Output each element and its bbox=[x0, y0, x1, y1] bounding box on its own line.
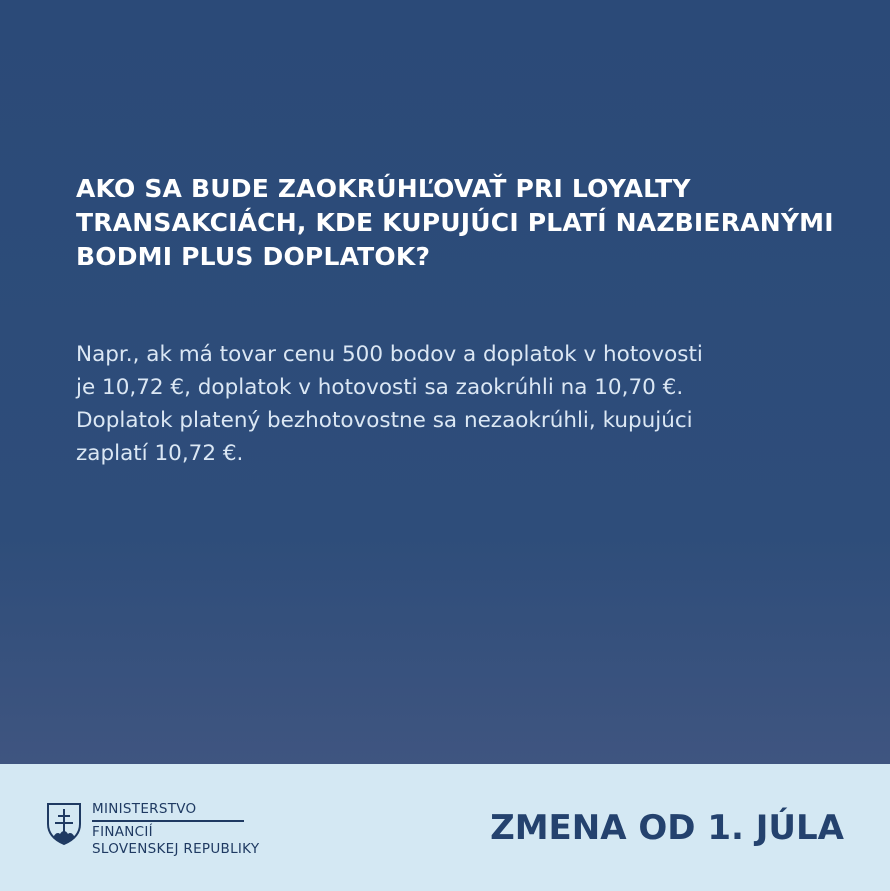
footer-bar bbox=[0, 764, 890, 891]
logo-text-ministerstvo: MINISTERSTVO bbox=[92, 801, 197, 817]
logo-text-slovenskej-republiky: SLOVENSKEJ REPUBLIKY bbox=[92, 841, 260, 857]
logo-text-financii: FINANCIÍ bbox=[92, 824, 153, 840]
ministry-logo bbox=[46, 800, 286, 862]
change-date-headline: ZMENA OD 1. JÚLA bbox=[490, 808, 844, 848]
logo-divider bbox=[92, 820, 244, 822]
question-heading: AKO SA BUDE ZAOKRÚHĽOVAŤ PRI LOYALTY TRANSAKCIÁCH, KDE KUPUJÚCI PLATÍ NAZBIERANÝMI BODMI PLUS DOPLATOK? bbox=[76, 174, 834, 271]
slovak-coat-of-arms-icon bbox=[46, 802, 82, 846]
answer-text: Napr., ak má tovar cenu 500 bodov a doplatok v hotovosti je 10,72 €, doplatok v hotovosti sa zaokrúhli na 10,70 €. Doplatok platený bezhotovostne sa nezaokrúhli, kupujúci zaplatí 10,72 €. bbox=[76, 342, 703, 466]
